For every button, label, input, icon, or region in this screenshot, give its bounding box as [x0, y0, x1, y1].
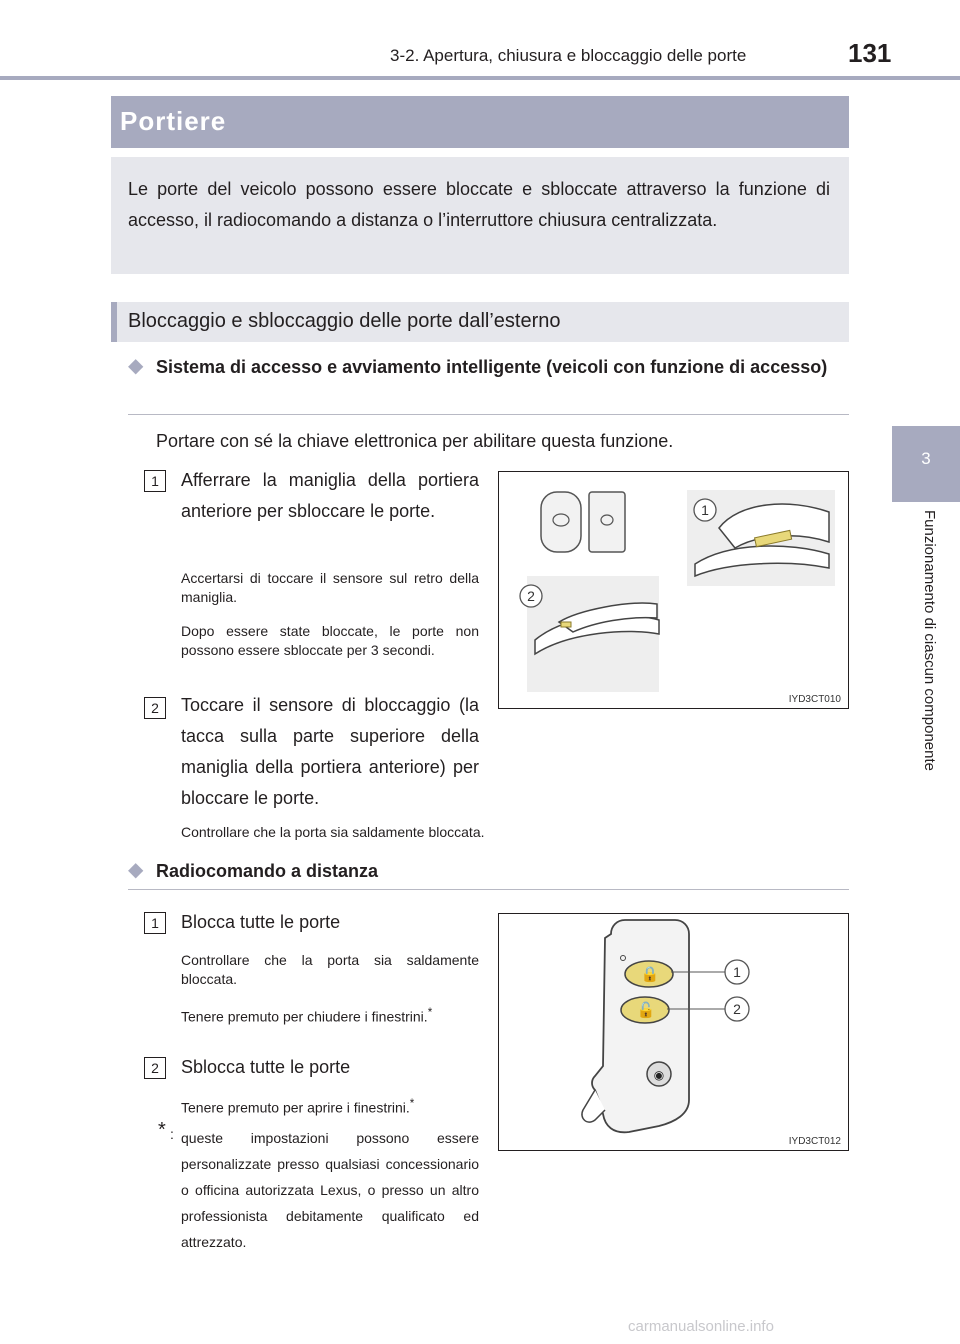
remote-step-2-note: [181, 1094, 491, 1118]
smart-step-1-note-2: Dopo essere state bloccate, le porte non possono essere sbloccate per 3 secondi.: [181, 623, 479, 658]
section-accent: [111, 302, 117, 342]
section-header: [111, 302, 849, 342]
remote-step-2: Sblocca tutte le porte: [181, 1057, 351, 1077]
remote-step-number-1: 1: [144, 912, 166, 934]
asterisk-mark-2: *: [409, 1097, 415, 1110]
smart-access-heading: Sistema di accesso e avviamento intelligente (veicoli con funzione di accesso): [156, 357, 828, 377]
diamond-icon-remote: ◆: [128, 859, 144, 881]
remote-step-1-note-2-text: Tenere premuto per chiudere i finestrini.: [181, 1008, 428, 1025]
smart-step-1: Afferrare la maniglia della portiera anteriore per sbloccare le porte.: [181, 470, 479, 521]
header-rule: [0, 76, 960, 80]
unlock-icon: 🔓: [636, 1002, 656, 1019]
smart-key-shape: [541, 492, 581, 552]
chapter-side-label: [918, 510, 942, 830]
footnote-text: queste impostazioni possono essere personalizzate presso qualsiasi concessionario o officina autorizzata Lexus, o presso un altro professionista debitamente qualificato ed attrezzato.: [181, 1130, 479, 1250]
section-title: Bloccaggio e sbloccaggio delle porte dall’esterno: [128, 310, 561, 332]
chapter-side-label-text: Funzionamento di ciascun componente: [921, 510, 938, 771]
lock-sensor-highlight: [561, 622, 571, 627]
illustration-code: IYD3CT010: [788, 694, 841, 705]
key-fob-drawing: [499, 914, 848, 1150]
intro-text: Le porte del veicolo possono essere bloccate e sbloccate attraverso la funzione di accesso, il radiocomando a distanza o l’interruttore chiusura centralizzata.: [128, 179, 830, 230]
key-fob-illustration: [498, 913, 849, 1151]
watermark: carmanualsonline.info: [628, 1318, 774, 1335]
card-key-shape: [589, 492, 625, 552]
chapter-title: 3-2. Apertura, chiusura e bloccaggio delle porte: [390, 46, 747, 65]
remote-step-1-note-1: Controllare che la porta sia saldamente bloccata.: [181, 952, 479, 987]
lock-icon: 🔒: [640, 966, 660, 983]
page-title-bar: [111, 96, 849, 148]
smart-step-2-note: Controllare che la porta sia saldamente bloccata.: [181, 824, 485, 840]
fob-callout-label-1: 1: [733, 964, 741, 980]
subsection-rule-remote: [128, 889, 849, 890]
smart-step-2: Toccare il sensore di bloccaggio (la tacca sulla parte superiore della maniglia della portiera anteriore) per bloccare le porte.: [181, 695, 479, 808]
callout-label-1: 1: [701, 502, 709, 518]
diamond-icon: ◆: [128, 355, 144, 377]
subsection-rule: [128, 414, 849, 415]
remote-step-1: Blocca tutte le porte: [181, 912, 341, 932]
asterisk-mark: *: [427, 1006, 433, 1019]
intro-box: [111, 157, 849, 274]
door-handle-drawing: [499, 472, 848, 708]
fob-illustration-code: IYD3CT012: [788, 1136, 841, 1147]
smart-access-lead: Portare con sé la chiave elettronica per abilitare questa funzione.: [156, 431, 674, 451]
footnote-asterisk: *: [158, 1119, 166, 1141]
remote-step-1-note-2: [181, 1003, 479, 1027]
callout-label-2: 2: [527, 588, 535, 604]
chapter-tab: 3: [892, 426, 960, 502]
panic-icon: ◉: [653, 1068, 665, 1082]
remote-step-2-note-text: Tenere premuto per aprire i finestrini.: [181, 1099, 410, 1116]
fob-callout-label-2: 2: [733, 1001, 741, 1017]
remote-heading: Radiocomando a distanza: [156, 861, 379, 881]
key-fob-body: [592, 920, 689, 1132]
footnote-colon: :: [170, 1126, 174, 1142]
remote-step-number-2: 2: [144, 1057, 166, 1079]
step-number-1: 1: [144, 470, 166, 492]
door-handle-illustration: [498, 471, 849, 709]
page-number: 131: [848, 38, 892, 68]
page-title: Portiere: [120, 106, 227, 136]
smart-step-1-note-1: Accertarsi di toccare il sensore sul retro della maniglia.: [181, 570, 479, 605]
step-number-2: 2: [144, 697, 166, 719]
